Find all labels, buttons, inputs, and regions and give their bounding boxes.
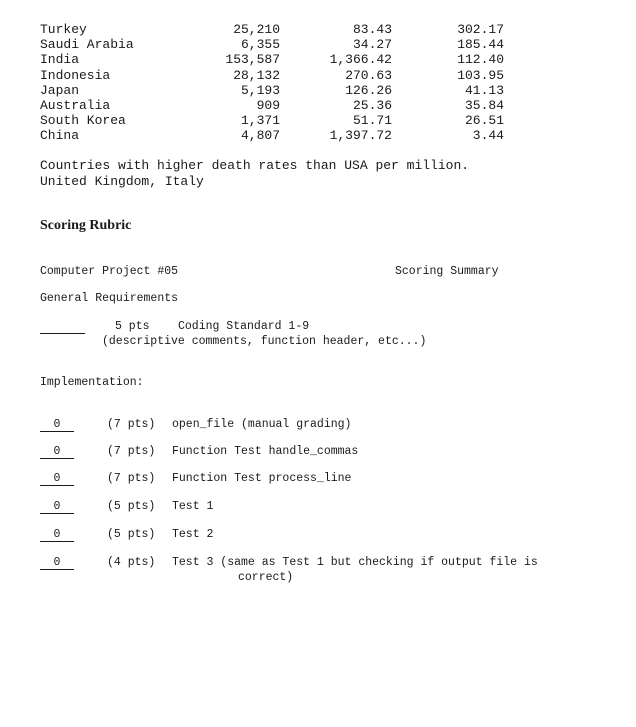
- country-name: Turkey: [40, 22, 87, 37]
- item-score: 0: [53, 472, 61, 485]
- per-million-value: 103.95: [457, 67, 504, 83]
- deaths-value: 6,355: [240, 37, 280, 53]
- rubric-item: [40, 556, 580, 590]
- item-description: Test 2: [172, 528, 214, 541]
- item-points: (5 pts): [107, 528, 156, 541]
- item-score: 0: [53, 418, 61, 431]
- table-row: [40, 113, 510, 128]
- general-requirements-label: General Requirements: [40, 292, 179, 305]
- scoring-summary-label: Scoring Summary: [395, 265, 499, 278]
- per-million-value: 112.40: [457, 52, 504, 68]
- country-name: South Korea: [40, 113, 126, 129]
- score-underline: [40, 513, 74, 514]
- item-points: (7 pts): [107, 418, 156, 431]
- score-underline: [40, 485, 74, 486]
- item-points: (7 pts): [107, 445, 156, 458]
- death-rate-note: [40, 158, 469, 190]
- per-million-value: 302.17: [457, 22, 504, 37]
- table-row: [40, 68, 510, 83]
- coding-subdescription: (descriptive comments, function header, etc...): [102, 335, 427, 348]
- item-points: (7 pts): [107, 472, 156, 485]
- item-score: 0: [53, 556, 61, 569]
- population-value: 1,397.72: [329, 128, 392, 144]
- per-million-value: 35.84: [464, 97, 504, 113]
- country-name: Australia: [40, 97, 111, 113]
- per-million-value: 185.44: [457, 37, 504, 53]
- country-name: Saudi Arabia: [40, 37, 134, 53]
- table-row: [40, 52, 510, 67]
- deaths-value: 4,807: [240, 128, 280, 144]
- deaths-value: 28,132: [233, 67, 280, 83]
- table-row: [40, 22, 510, 37]
- coding-standard-item: [40, 320, 510, 354]
- item-score: 0: [53, 500, 61, 513]
- country-name: India: [40, 52, 80, 68]
- population-value: 126.26: [345, 82, 392, 98]
- rubric-item: [40, 500, 580, 530]
- table-row: [40, 98, 510, 113]
- table-row: [40, 37, 510, 52]
- deaths-value: 909: [256, 97, 280, 113]
- country-name: Japan: [40, 82, 80, 98]
- deaths-value: 153,587: [225, 52, 280, 68]
- population-value: 270.63: [345, 67, 392, 83]
- rubric-title: Scoring Rubric: [40, 218, 132, 233]
- score-underline: [40, 431, 74, 432]
- rubric-item: [40, 472, 580, 502]
- population-value: 51.71: [352, 113, 392, 129]
- country-name: Indonesia: [40, 67, 111, 83]
- note-line: Countries with higher death rates than USA per million.: [40, 158, 470, 173]
- score-underline: [40, 541, 74, 542]
- population-value: 25.36: [352, 97, 392, 113]
- item-description: Function Test handle_commas: [172, 445, 359, 458]
- item-score: 0: [53, 445, 61, 458]
- country-name: China: [40, 128, 80, 144]
- country-data-table: [40, 22, 510, 144]
- score-underline: [40, 458, 74, 459]
- population-value: 83.43: [352, 22, 392, 37]
- table-row: [40, 128, 510, 143]
- coding-description: Coding Standard 1-9: [178, 320, 310, 333]
- implementation-label: Implementation:: [40, 376, 144, 389]
- rubric-item: [40, 445, 580, 475]
- item-points: (4 pts): [107, 556, 156, 569]
- population-value: 1,366.42: [329, 52, 392, 68]
- per-million-value: 41.13: [464, 82, 504, 98]
- rubric-item: [40, 418, 580, 448]
- deaths-value: 5,193: [240, 82, 280, 98]
- project-label: Computer Project #05: [40, 265, 179, 278]
- per-million-value: 26.51: [464, 113, 504, 129]
- rubric-item: [40, 528, 580, 558]
- per-million-value: 3.44: [472, 128, 504, 144]
- item-description: Function Test process_line: [172, 472, 352, 485]
- item-description: open_file (manual grading): [172, 418, 352, 431]
- score-underline: [40, 569, 74, 570]
- deaths-value: 25,210: [233, 22, 280, 37]
- item-description: Test 1: [172, 500, 214, 513]
- item-description-continued: correct): [238, 571, 294, 584]
- item-description: Test 3 (same as Test 1 but checking if output file is: [172, 556, 538, 569]
- deaths-value: 1,371: [240, 113, 280, 129]
- coding-points: 5 pts: [115, 320, 150, 333]
- item-score: 0: [53, 528, 61, 541]
- item-points: (5 pts): [107, 500, 156, 513]
- score-blank: [40, 333, 85, 334]
- note-line: United Kingdom, Italy: [40, 174, 204, 189]
- population-value: 34.27: [352, 37, 392, 53]
- table-row: [40, 83, 510, 98]
